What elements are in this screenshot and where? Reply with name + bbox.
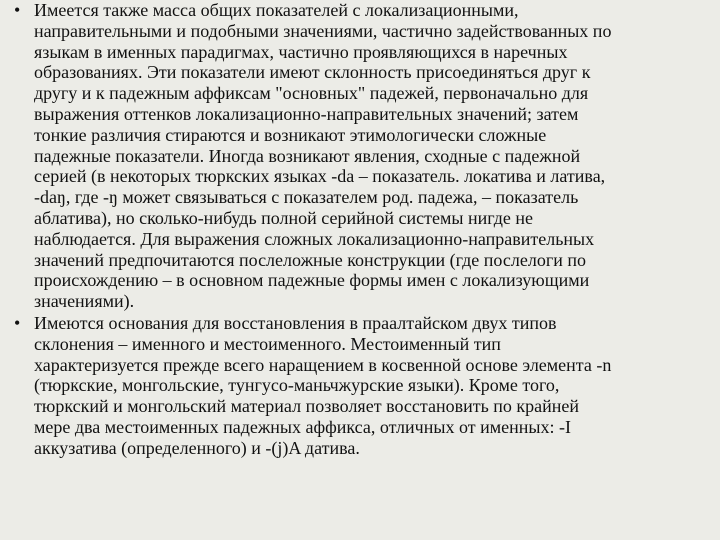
text-line: тюркский и монгольский материал позволяет восстановить по крайней: [34, 396, 580, 417]
text-line: Имеются основания для восстановления в праалтайском двух типов: [34, 312, 557, 333]
text-line: другу и к падежным аффиксам "основных" падежей, первоначально для: [34, 83, 589, 104]
text-line: языкам в именных парадигмах, частично проявляющихся в наречных: [34, 41, 568, 62]
bullet-list: [14, 0, 714, 459]
bullet-text-1: [34, 0, 714, 312]
text-line: направительными и подобными значениями, частично задействованных по: [34, 20, 612, 41]
text-line: характеризуется прежде всего наращением в косвенной основе элемента -n: [34, 354, 612, 375]
text-line: значений предпочитаются послеложные конструкции (где послелоги по: [34, 249, 586, 270]
text-line: падежные показатели. Иногда возникают явления, сходные с падежной: [34, 145, 581, 166]
text-line: значениями).: [34, 291, 135, 312]
bullet-item-2: [14, 313, 714, 459]
text-line: серией (в некоторых тюркских языках -da – показатель. локатива и латива,: [34, 166, 606, 187]
text-line: (тюркские, монгольские, тунгусо-маньчжурские языки). Кроме того,: [34, 375, 560, 396]
text-line: аблатива), но сколько-нибудь полной серийной системы нигде не: [34, 207, 533, 228]
text-line: склонения – именного и местоименного. Местоименный тип: [34, 333, 501, 354]
bullet-text-2: [34, 313, 714, 459]
text-line: выражения оттенков локализационно-направительных значений; затем: [34, 103, 579, 124]
text-line: мере два местоименных падежных аффикса, отличных от именных: -I: [34, 416, 571, 437]
text-line: происхождению – в основном падежные формы имен с локализующими: [34, 270, 590, 291]
bullet-item-1: [14, 0, 714, 312]
text-line: наблюдается. Для выражения сложных локализационно-направительных: [34, 228, 595, 249]
text-line: -daŋ, где -ŋ может связываться с показателем род. падежа, – показатель: [34, 187, 579, 208]
text-line: образованиях. Эти показатели имеют склонность присоединяться друг к: [34, 62, 591, 83]
bullet-marker-1: •: [14, 0, 21, 20]
text-line: Имеется также масса общих показателей с локализационными,: [34, 0, 519, 20]
bullet-marker-2: •: [14, 312, 21, 333]
text-line: тонкие различия стираются и возникают этимологически сложные: [34, 124, 547, 145]
text-line: аккузатива (определенного) и -(j)A датива.: [34, 437, 360, 458]
